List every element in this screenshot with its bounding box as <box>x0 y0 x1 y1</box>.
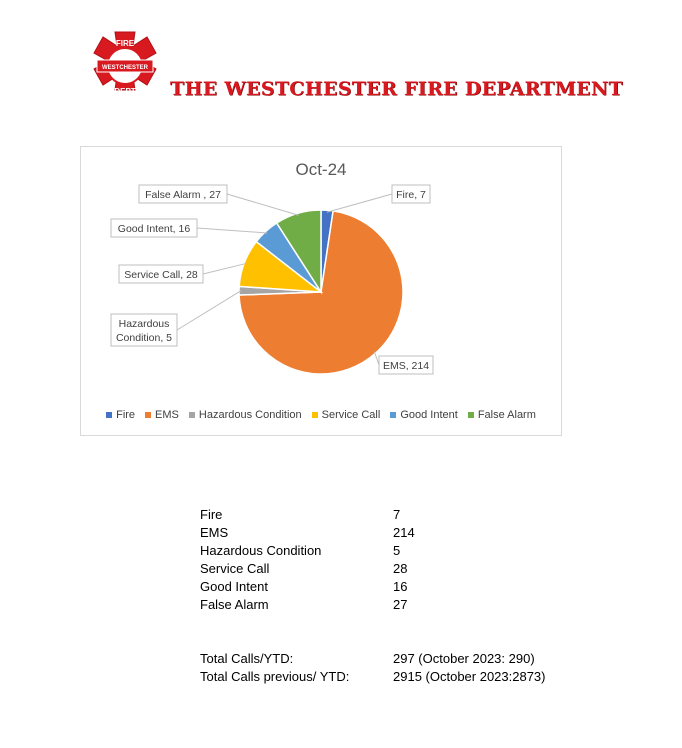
chart-title: Oct-24 <box>295 160 347 179</box>
data-label: Good Intent, 16 <box>117 223 191 235</box>
data-label: EMS, 214 <box>382 360 430 372</box>
fire-department-logo <box>88 30 162 102</box>
data-label: Service Call, 28 <box>124 269 198 281</box>
summary-row-value: 28 <box>393 561 408 576</box>
legend-item <box>468 409 536 421</box>
legend-swatch <box>145 412 151 418</box>
legend-item <box>145 409 179 421</box>
total-row-value: 297 (October 2023: 290) <box>393 651 535 666</box>
legend-label: Hazardous Condition <box>198 409 302 421</box>
summary-row-value: 16 <box>393 579 408 594</box>
chart-legend <box>81 409 561 421</box>
legend-label: EMS <box>155 409 179 421</box>
pie-chart-svg <box>81 147 561 435</box>
summary-row-value: 5 <box>393 543 401 558</box>
summary-row-label: Service Call <box>200 561 270 576</box>
logo-top-text: FIRE <box>115 39 135 48</box>
summary-row-value: 27 <box>393 597 408 612</box>
legend-swatch <box>312 412 318 418</box>
legend-label: Service Call <box>321 409 381 421</box>
legend-swatch <box>390 412 396 418</box>
summary-row-value: 214 <box>393 525 415 540</box>
leader-line <box>374 352 379 365</box>
data-label: Hazardous Condition, 5 <box>115 318 173 344</box>
legend-item <box>390 409 458 421</box>
legend-item <box>189 409 302 421</box>
total-row-value: 2915 (October 2023:2873) <box>393 669 546 684</box>
legend-swatch <box>106 412 112 418</box>
leader-line <box>203 263 246 274</box>
pie-chart <box>80 146 562 436</box>
logo-bottom-text: DEPT <box>114 87 136 96</box>
total-row-label: Total Calls/YTD: <box>200 651 294 666</box>
legend-item <box>312 409 381 421</box>
data-label: False Alarm , 27 <box>145 189 221 201</box>
legend-swatch <box>468 412 474 418</box>
summary-row-label: Fire <box>200 507 223 522</box>
summary-row-label: Hazardous Condition <box>200 543 322 558</box>
leader-line <box>227 194 298 215</box>
leader-line <box>177 291 241 330</box>
data-label: Fire, 7 <box>396 189 426 201</box>
department-title: THE WESTCHESTER FIRE DEPARTMENT <box>170 78 623 100</box>
logo-middle-text: WESTCHESTER <box>101 65 149 71</box>
summary-row-label: EMS <box>200 525 229 540</box>
summary-row-value: 7 <box>393 507 401 522</box>
legend-label: Fire <box>116 409 136 421</box>
leader-line <box>197 228 267 233</box>
legend-label: Good Intent <box>400 409 458 421</box>
summary-row-label: Good Intent <box>200 579 268 594</box>
total-row-label: Total Calls previous/ YTD: <box>200 669 350 684</box>
legend-swatch <box>189 412 195 418</box>
summary-row-label: False Alarm <box>200 597 269 612</box>
legend-label: False Alarm <box>477 409 536 421</box>
leader-line <box>327 194 392 212</box>
legend-item <box>106 409 135 421</box>
